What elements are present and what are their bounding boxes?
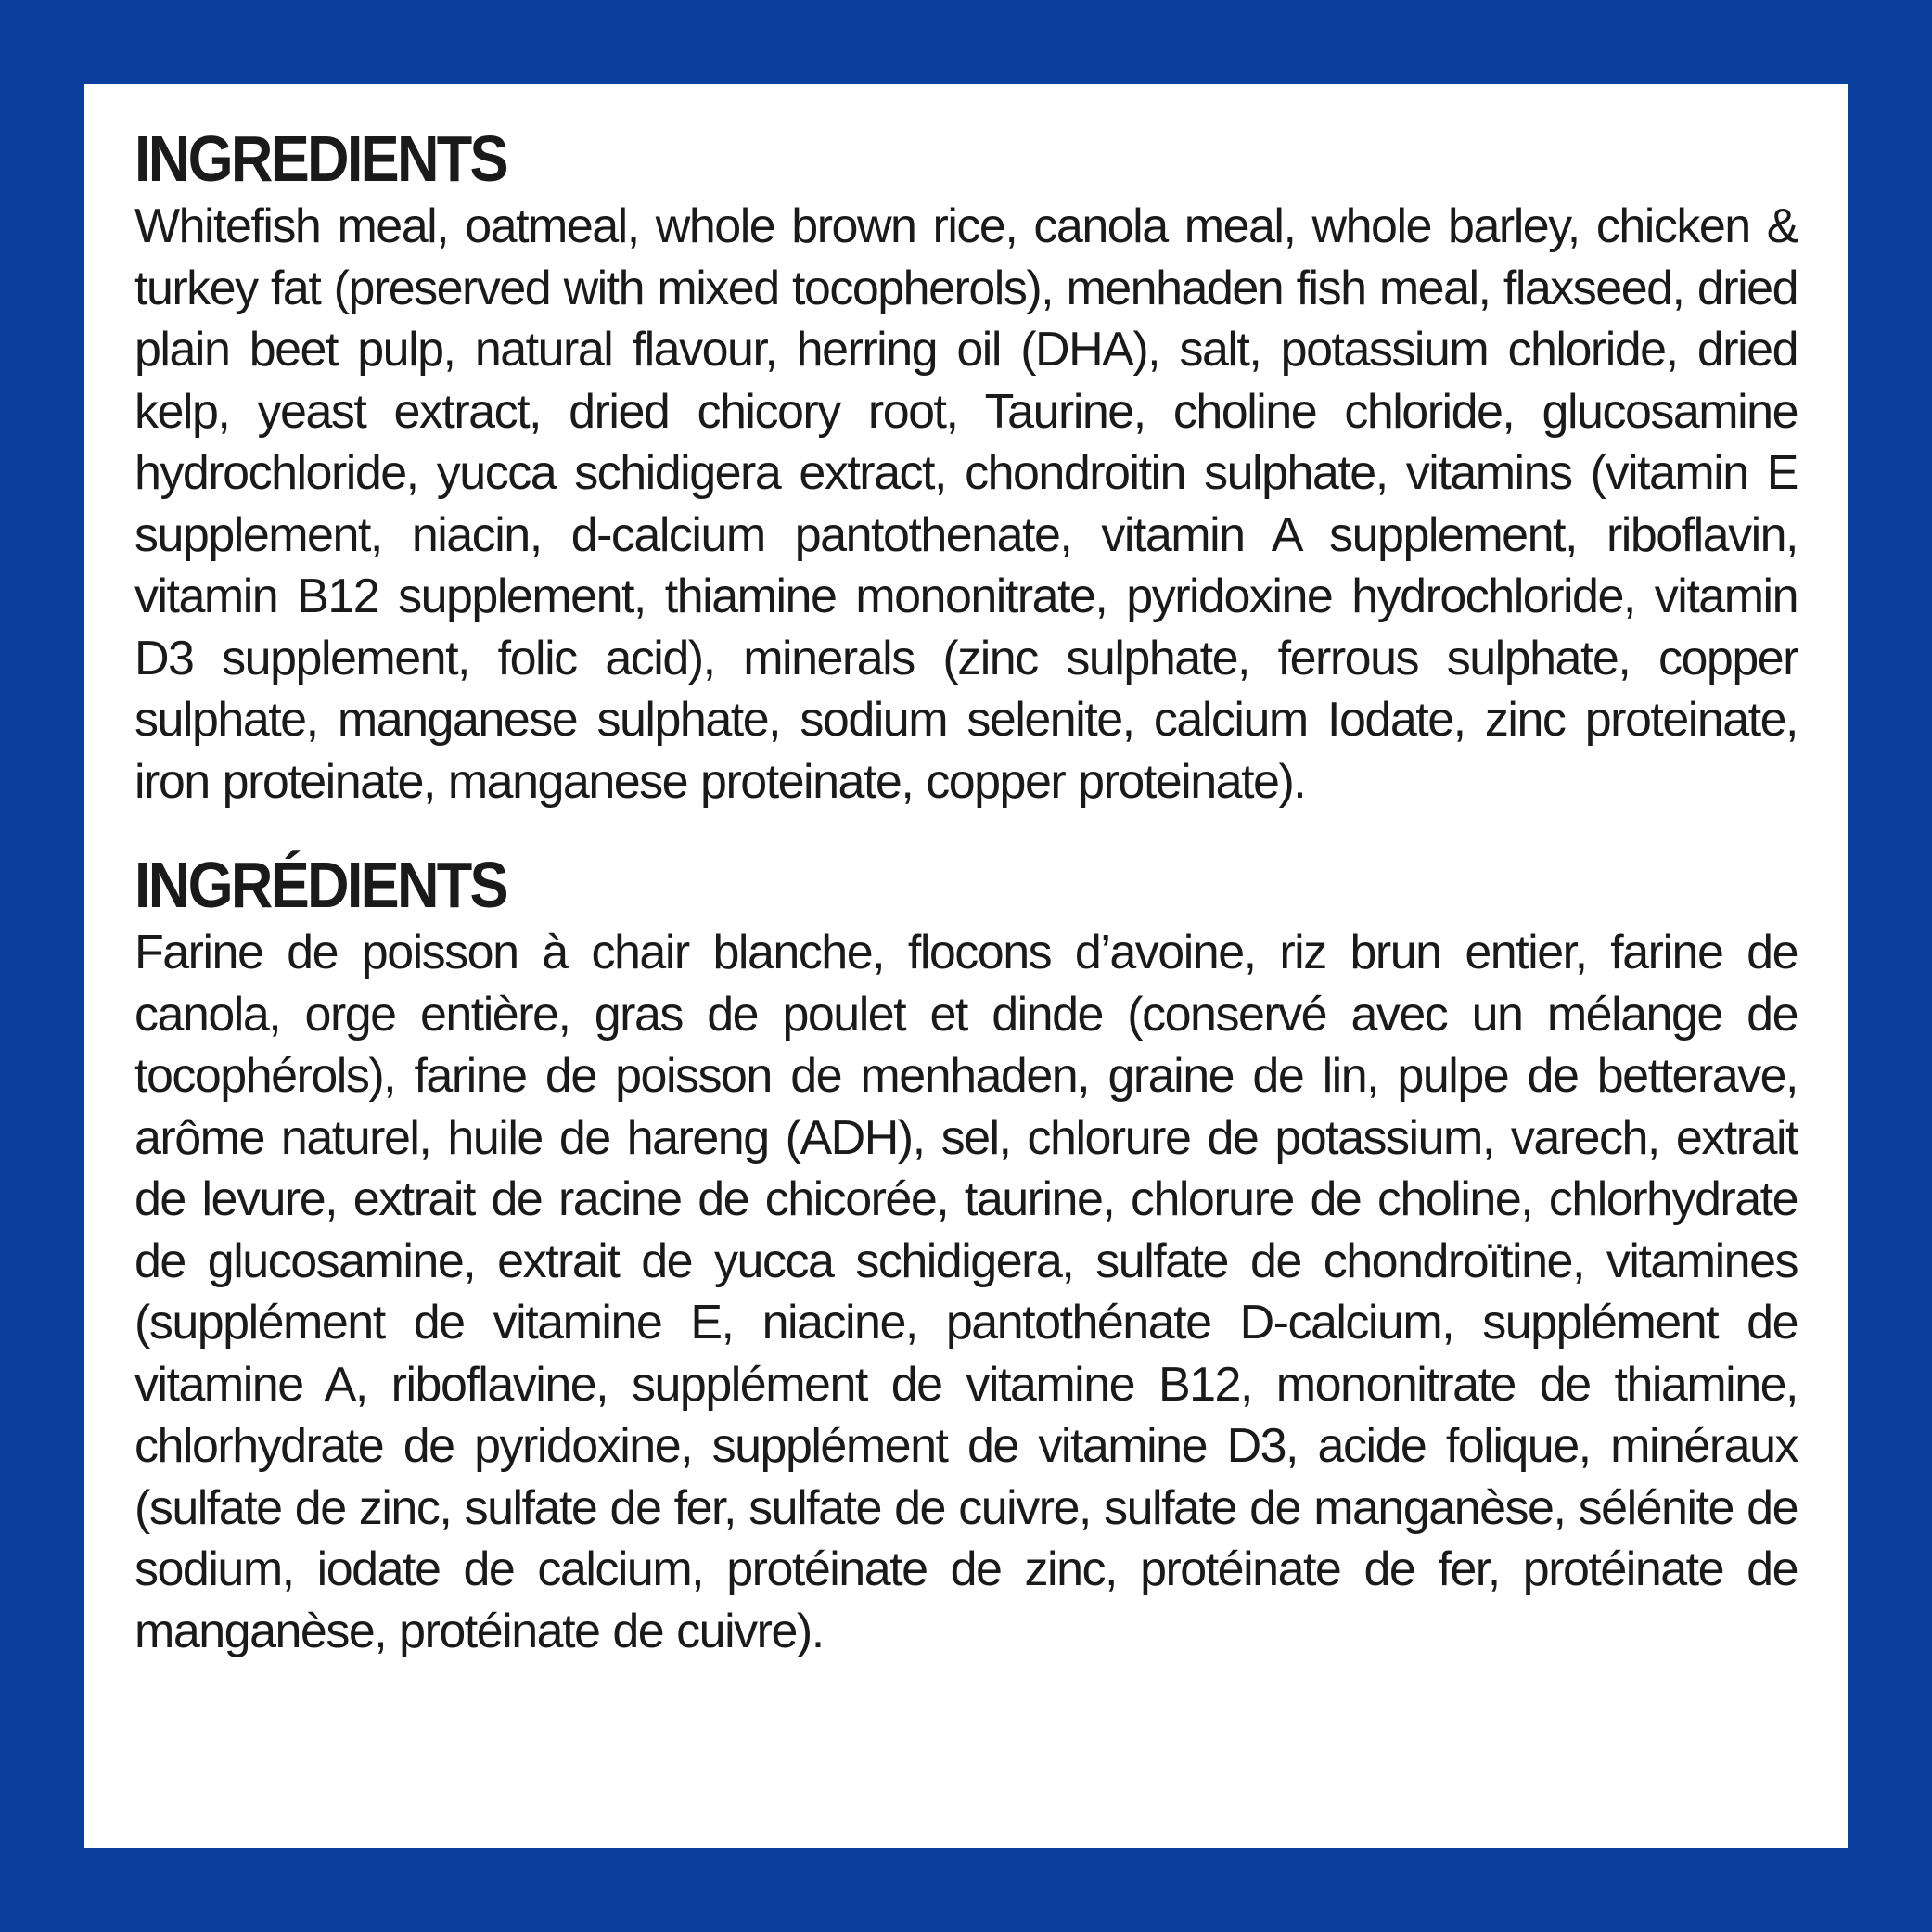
ingredients-panel — [84, 84, 1848, 1848]
french-heading: INGRÉDIENTS — [134, 849, 506, 921]
french-ingredients-text: Farine de poisson à chair blanche, flocons d’avoine, riz brun entier, farine de canola, orge entière, gras de poulet et dinde (conservé avec un mélange de tocophérols), farine de poisson de menhaden, graine de lin, pulpe de betterave, arôme naturel, huile de hareng (ADH), sel, chlorure de potassium, varech, extrait de levure, extrait de racine de chicorée, taurine, chlorure de choline, chlorhydrate de glucosamine, extrait de yucca schidigera, sulfate de chondroïtine, vitamines (supplément de vitamine E, niacine, pantothénate D-calcium, supplément de vitamine A, riboflavine, supplément de vitamine B12, mononitrate de thiamine, chlorhydrate de pyridoxine, supplément de vitamine D3, acide folique, minéraux (sulfate de zinc, sulfate de fer, sulfate de cuivre, sulfate de manganèse, sélénite de sodium, iodate de calcium, protéinate de zinc, protéinate de fer, protéinate de manganèse, protéinate de cuivre). — [134, 926, 1798, 1658]
french-ingredients-section — [134, 848, 1798, 1662]
english-ingredients-section — [134, 122, 1798, 812]
english-heading: INGREDIENTS — [134, 122, 506, 195]
english-ingredients-text: Whitefish meal, oatmeal, whole brown rice, canola meal, whole barley, chicken & turkey fat (preserved with mixed tocopherols), menhaden fish meal, flaxseed, dried plain beet pulp, natural flavour, herring oil (DHA), salt, potassium chloride, dried kelp, yeast extract, dried chicory root, Taurine, choline chloride, glucosamine hydrochloride, yucca schidigera extract, chondroitin sulphate, vitamins (vitamin E supplement, niacin, d-calcium pantothenate, vitamin A supplement, riboflavin, vitamin B12 supplement, thiamine mononitrate, pyridoxine hydrochloride, vitamin D3 supplement, folic acid), minerals (zinc sulphate, ferrous sulphate, copper sulphate, manganese sulphate, sodium selenite, calcium Iodate, zinc proteinate, iron proteinate, manganese proteinate, copper proteinate). — [134, 199, 1798, 809]
